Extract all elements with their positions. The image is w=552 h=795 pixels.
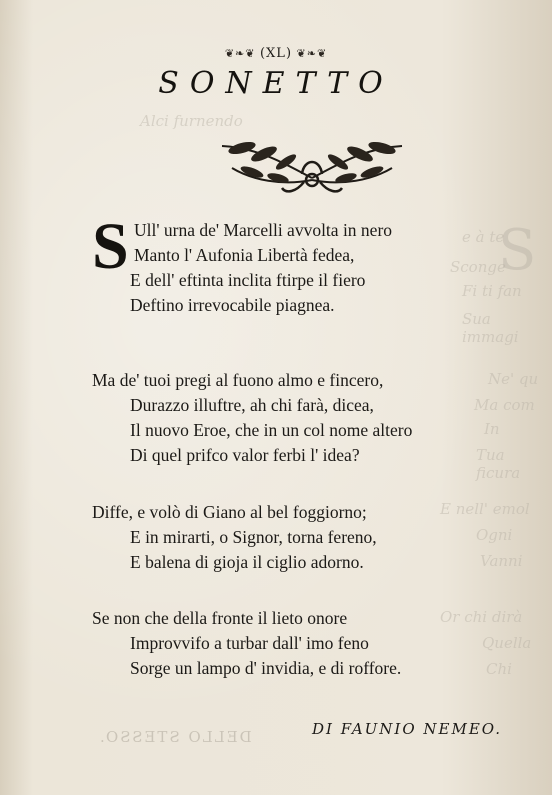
verse-line: Sorge un lampo d' invidia, e di roffore. bbox=[130, 658, 402, 678]
bleed-right-7: In bbox=[484, 420, 500, 438]
bleed-top: Alci furnendo bbox=[140, 112, 243, 130]
bleed-right-5: Ne' qu bbox=[488, 370, 539, 388]
stanza-2 bbox=[0, 368, 412, 468]
verse-line: Se non che della fronte il lieto onore bbox=[92, 608, 348, 628]
bleed-right-14: Chi bbox=[486, 660, 512, 678]
bleed-right-8: Tua ficura bbox=[476, 446, 521, 482]
laurel-vignette-icon bbox=[212, 128, 412, 200]
verse-line: Deftino irrevocabile piagnea. bbox=[130, 295, 335, 315]
page-title: SONETTO bbox=[158, 66, 394, 101]
verse-line: Ull' urna de' Marcelli avvolta in nero bbox=[134, 220, 393, 240]
verse-line: Durazzo illuftre, ah chi farà, dicea, bbox=[130, 395, 374, 415]
page-number bbox=[0, 46, 552, 61]
verse-line: Di quel prifco valor ferbi l' idea? bbox=[130, 445, 360, 465]
bleed-right-11: Vanni bbox=[480, 552, 523, 570]
drop-cap: S bbox=[92, 210, 129, 283]
bleed-right-cap: S bbox=[498, 218, 537, 283]
bleed-right-9: E nell' emol bbox=[440, 500, 530, 518]
right-flourish-icon: ❦❧❦ bbox=[292, 47, 328, 60]
bleed-right-2: Sconge bbox=[450, 258, 506, 276]
bleed-right-10: Ogni bbox=[476, 526, 513, 544]
verse-line: Manto l' Aufonia Libertà fedea, bbox=[134, 245, 355, 265]
bleed-right-3: Fi ti fan bbox=[462, 282, 522, 300]
stanza-1 bbox=[0, 218, 392, 318]
verse-line: E balena di gioja il ciglio adorno. bbox=[130, 552, 364, 572]
bleed-right-1: e à te bbox=[462, 228, 505, 246]
verse-line: Ma de' tuoi pregi al fuono almo e fincero, bbox=[92, 370, 384, 390]
bleed-right-13: Quella bbox=[482, 634, 532, 652]
verse-line: Diffe, e volò di Giano al bel foggiorno; bbox=[92, 502, 367, 522]
author-signature: DI FAUNIO NEMEO. bbox=[312, 720, 502, 738]
verse-line: E in mirarti, o Signor, torna fereno, bbox=[130, 527, 377, 547]
stanza-4 bbox=[0, 606, 401, 681]
stanza-3 bbox=[0, 500, 377, 575]
verse-line: E dell' eftinta inclita ftirpe il fiero bbox=[130, 270, 366, 290]
verse-line: Il nuovo Eroe, che in un col nome altero bbox=[130, 420, 413, 440]
bleed-bottom-mirrored: DELLO STESSO. bbox=[98, 728, 252, 746]
page-number-text: (XL) bbox=[259, 46, 293, 61]
verse-line: Improvvifo a turbar dall' imo feno bbox=[130, 633, 369, 653]
bleed-right-4: Sua immagi bbox=[462, 310, 519, 346]
left-flourish-icon: ❦❧❦ bbox=[224, 47, 260, 60]
bleed-right-12: Or chi dirà bbox=[440, 608, 523, 626]
bleed-right-6: Ma com bbox=[474, 396, 535, 414]
